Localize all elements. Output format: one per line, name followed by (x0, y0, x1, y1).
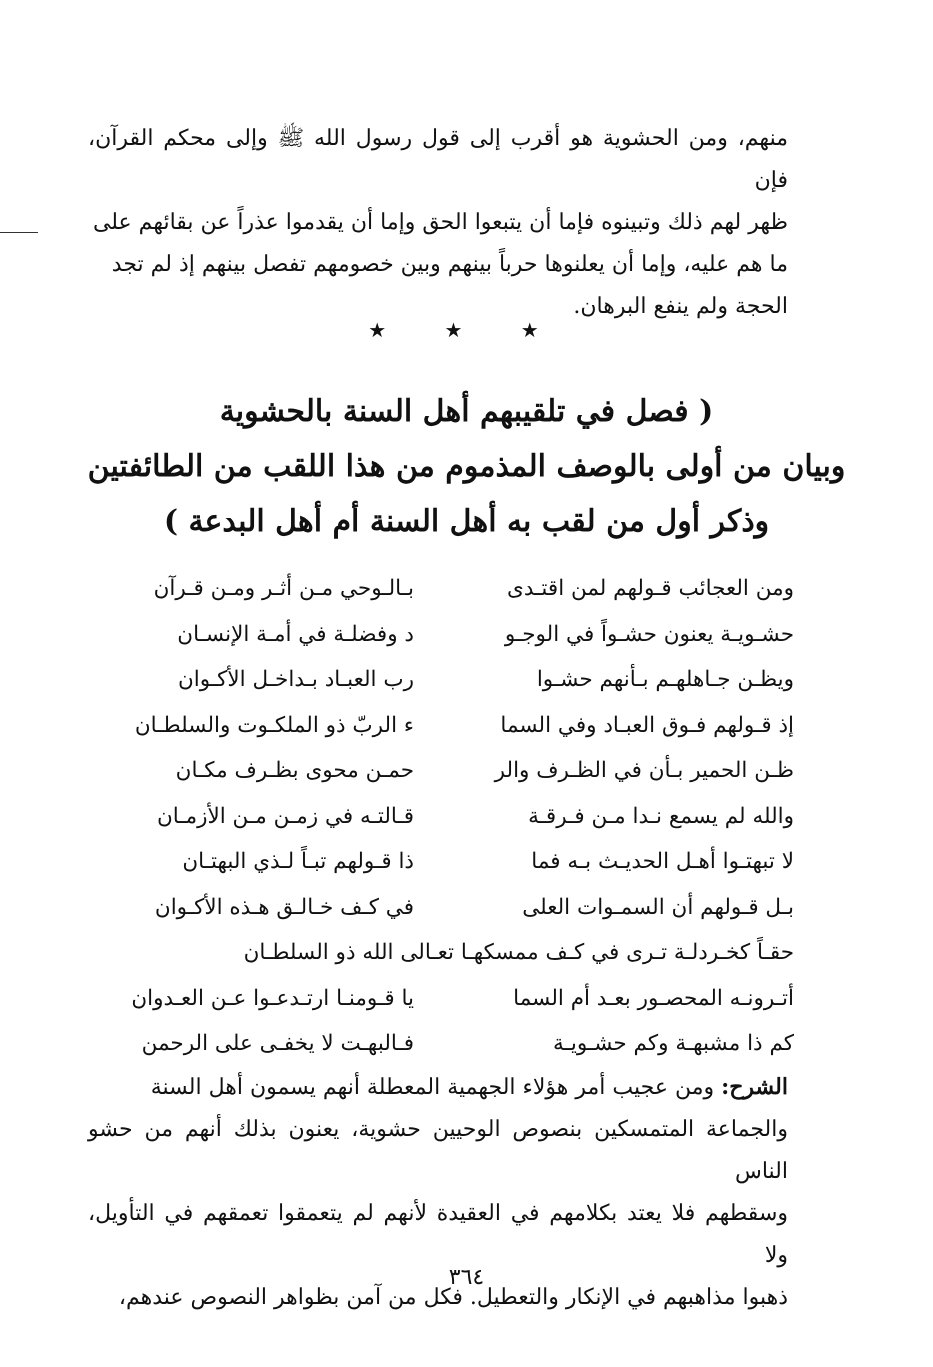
verse-first-hemistich: بـل قـولهم أن السمـوات العلى (522, 894, 794, 920)
section-heading-line: وذكر أول من لقب به أهل السنة أم أهل البدعة ) (163, 504, 770, 539)
poem-verse (94, 612, 794, 658)
commentary-label: الشرح: (721, 1074, 788, 1100)
verse-first-hemistich: إذ قـولهم فـوق العبـاد وفي السما (500, 712, 794, 738)
verse-first-hemistich: ومن العجائب قـولهم لمن اقتـدى (507, 576, 794, 602)
verse-first-hemistich: أتـرونـه المحصـور بعـد أم السما (513, 985, 794, 1011)
section-heading-line: ( فصل في تلقيبهم أهل السنة بالحشوية (219, 394, 714, 429)
intro-line: ظهر لهم ذلك وتبينوه فإما أن يتبعوا الحق وإما أن يقدموا عذراً عن بقائهم على (92, 210, 788, 235)
verse-first-hemistich: ظـن الحمير بـأن في الظـرف والر (494, 758, 794, 784)
section-separator: ★ ★ ★ (368, 318, 565, 342)
verse-second-hemistich: ء الربّ ذو الملكـوت والسلطـان (134, 712, 414, 738)
verse-second-hemistich: فـالبهـت لا يخفـى على الرحمن (141, 1031, 414, 1057)
verse-second-hemistich: د وفضلـة في أمـة الإنسـان (177, 621, 414, 647)
verse-second-hemistich: قـالتـه في زمـن مـن الأزمـان (156, 803, 414, 829)
verse-second-hemistich: ذا قـولهم تبـاً لـذي البهتـان (182, 849, 414, 875)
poem-verse (94, 839, 794, 885)
poem-verse (94, 794, 794, 840)
verse-first-hemistich: والله لم يسمع نـدا مـن فـرقـة (528, 803, 794, 829)
verse-first-hemistich: لا تبهتـوا أهـل الحديـث بـه فما (531, 849, 794, 875)
intro-line: منهم، ومن الحشوية هو أقرب إلى قول رسول الله ﷺ وإلى محكم القرآن، فإن (88, 126, 788, 193)
commentary-line: والجماعة المتمسكين بنصوص الوحيين حشوية، يعنون بذلك أنهم من حشو الناس (88, 1117, 788, 1184)
verse-first-hemistich: ويظـن جـاهلهـم بـأنهم حشـوا (536, 667, 794, 693)
verse-second-hemistich: حمـن محوى بظـرف مكـان (175, 758, 414, 784)
verse-second-hemistich: رب العبـاد بـداخـل الأكـوان (178, 667, 414, 693)
commentary-text: ومن عجيب أمر هؤلاء الجهمية المعطلة أنهم يسمون أهل السنة (150, 1075, 722, 1100)
poem-verse-full-line: حقـاً كخـردلـة تـرى في كـف ممسكهـا تعـالى الله ذو السلطـان (243, 940, 794, 966)
verse-second-hemistich: يا قـومنـا ارتـدعـوا عـن العـدوان (131, 985, 414, 1011)
commentary-line: ذهبوا مذاهبهم في الإنكار والتعطيل. فكل من آمن بظواهر النصوص عندهم، (118, 1285, 788, 1310)
section-heading-line: وبيان من أولى بالوصف المذموم من هذا اللقب من الطائفتين (87, 449, 846, 484)
poem-verse (94, 885, 794, 931)
poem-verse (94, 566, 794, 612)
verse-second-hemistich: في كـف خـالـق هـذه الأكـوان (154, 894, 414, 920)
intro-line: ما هم عليه، وإما أن يعلنوها حرباً بينهم وبين خصومهم تفصل بينهم إذ لم تجد (111, 252, 788, 277)
verse-first-hemistich: كم ذا مشبهـة وكم حشـويـة (553, 1031, 794, 1057)
intro-paragraph (88, 118, 788, 328)
poem (94, 566, 794, 1067)
poem-verse (94, 1021, 794, 1067)
section-heading (60, 384, 873, 549)
poem-verse (94, 703, 794, 749)
poem-verse (94, 657, 794, 703)
poem-verse (94, 748, 794, 794)
commentary-line (88, 1066, 788, 1109)
poem-verse (94, 976, 794, 1022)
page-number: ٣٦٤ (448, 1265, 485, 1290)
commentary-line: وسقطهم فلا يعتد بكلامهم في العقيدة لأنهم لم يتعمقوا تعمقهم في التأويل، ولا (88, 1201, 788, 1268)
verse-second-hemistich: بـالـوحي مـن أثـر ومـن قـرآن (153, 576, 414, 602)
intro-line: الحجة ولم ينفع البرهان. (573, 294, 788, 319)
verse-first-hemistich: حشـويـة يعنون حشـواً في الوجـو (504, 621, 794, 647)
margin-mark (0, 232, 38, 233)
